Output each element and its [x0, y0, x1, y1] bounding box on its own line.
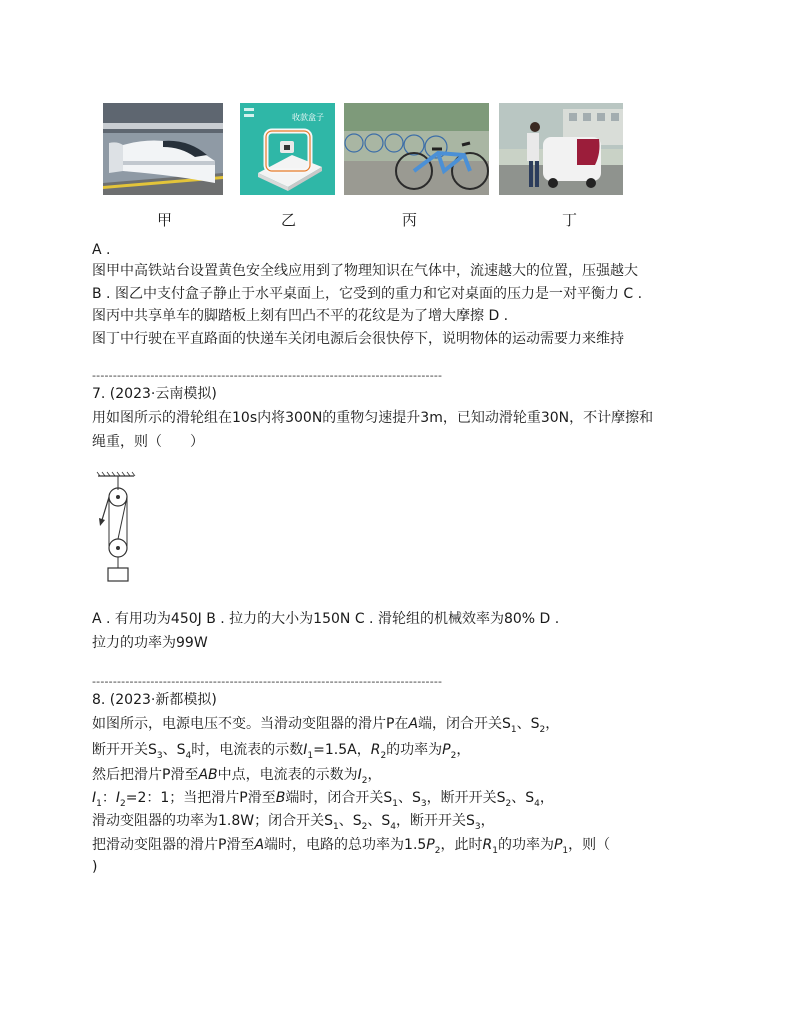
q8-line4: $I_1$：$I_2=2$：1；当把滑片P滑至B端时，闭合开关$S_1$、$S_3$，断开开关$S_2$、$S_4$，: [92, 790, 554, 809]
box-label: 收款盒子: [292, 113, 324, 122]
q8-line1: 如图所示，电源电压不变。当滑动变阻器的滑片P在A端，闭合开关$S_1$、$S_2$，: [92, 716, 560, 735]
q7-options-line2: 拉力的功率为99W: [92, 635, 208, 651]
pulley-diagram: [92, 470, 142, 585]
bicycles-photo: [344, 103, 489, 195]
q7-stem-line1: 用如图所示的滑轮组在10s内将300N的重物匀速提升3m，已知动滑轮重30N，不计摩擦和: [92, 410, 654, 426]
q6-option-c-text: 图丙中共享单车的脚踏板上刻有凹凸不平的花纹是为了增大摩擦 D .: [92, 308, 509, 324]
caption-yi: 乙: [281, 211, 297, 229]
q8-line6: 把滑动变阻器的滑片P滑至A端时，电路的总功率为$1.5P_2$，此时$R_1$的功率为$P_1$，则（: [92, 837, 611, 856]
q6-option-a-text: 图甲中高铁站台设置黄色安全线应用到了物理知识在气体中，流速越大的位置，压强越大: [92, 263, 638, 279]
q8-header: 8. (2023·新都模拟): [92, 692, 217, 708]
q8-line5: 滑动变阻器的功率为1.8W；闭合开关$S_1$、$S_2$、$S_4$，断开开关$S_3$，: [92, 813, 495, 832]
photo-strip: [103, 103, 633, 233]
separator-1: ------------------------------------------------------------------------------------: [92, 369, 443, 382]
q7-header: 7. (2023·云南模拟): [92, 386, 217, 402]
caption-jia: 甲: [157, 211, 173, 229]
q7-options-line1: A . 有用功为450J B . 拉力的大小为150N C . 滑轮组的机械效率为80% D .: [92, 611, 560, 627]
payment-box-photo: [240, 103, 335, 195]
q6-option-d-text: 图丁中行驶在平直路面的快递车关闭电源后会很快停下，说明物体的运动需要力来维持: [92, 331, 624, 347]
train-photo: [103, 103, 223, 195]
q8-line7: ): [92, 859, 98, 875]
q8-line2: 断开开关$S_3$、$S_4$时，电流表的示数$I_1=1.5A$，$R_2$的功率为$P_2$，: [92, 742, 471, 761]
separator-2: ------------------------------------------------------------------------------------: [92, 675, 443, 688]
q6-option-a-label: A .: [92, 242, 111, 258]
delivery-vehicle-photo: [499, 103, 623, 195]
caption-bing: 丙: [402, 211, 418, 229]
q7-stem-line2: 绳重，则（ ）: [92, 434, 204, 450]
q6-option-b-text: B . 图乙中支付盒子静止于水平桌面上，它受到的重力和它对桌面的压力是一对平衡力 C .: [92, 286, 643, 302]
caption-ding: 丁: [562, 211, 578, 229]
q8-line3: 然后把滑片P滑至AB中点，电流表的示数为$I_2$，: [92, 767, 382, 786]
